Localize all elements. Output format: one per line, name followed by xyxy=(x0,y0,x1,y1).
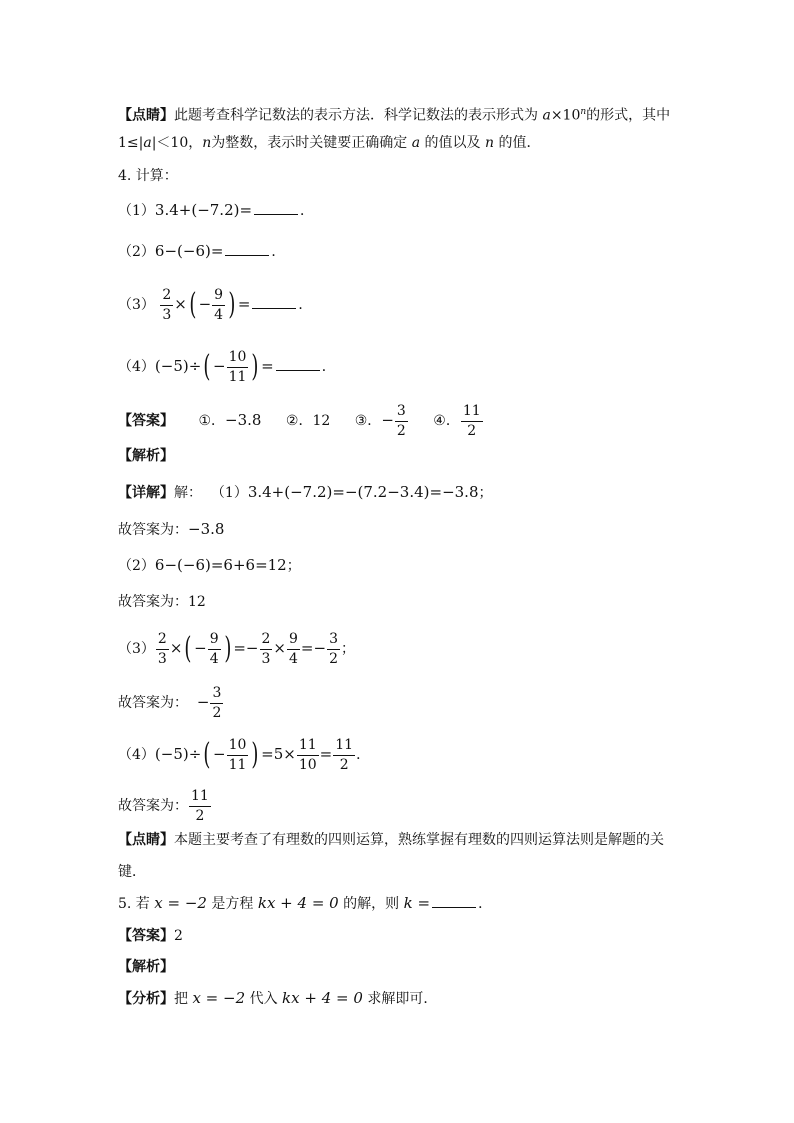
answer-blank[interactable] xyxy=(432,893,476,908)
fraction: $\frac{11}{10}$ xyxy=(298,736,317,773)
answer-blank[interactable] xyxy=(252,294,296,309)
analysis-tag: 【解析】 xyxy=(118,448,174,464)
intro-line-2: 1≤|a|＜10，n为整数，表示时关键要正确确定 a 的值以及 n 的值． xyxy=(118,135,541,151)
fraction: $\frac{9}{4}$ xyxy=(214,286,224,323)
detail-answer-1: 故答案为：−3.8 xyxy=(118,520,225,538)
detail-step-4: （4）(−5)÷( − $\frac{10}{11}$ ) =5× $\frac{11}{10}$ = $\frac{11}{2}$ ． xyxy=(118,736,371,773)
detail-answer-4: 故答案为： $\frac{11}{2}$ xyxy=(118,787,209,824)
remark-tag: 【点睛】 xyxy=(118,832,174,848)
intro-line-1: 【点睛】此题考查科学记数法的表示方法．科学记数法的表示形式为 $a\times 10^n$的形式，其中 xyxy=(118,107,671,124)
detail-answer-2: 故答案为：12 xyxy=(118,594,206,610)
q4-part-2: （2）6−(−6)= ． xyxy=(118,242,286,260)
answer-blank[interactable] xyxy=(225,241,269,256)
fenxi-line: 【分析】把 x = −2 代入 kx + 4 = 0 求解即可． xyxy=(118,989,438,1007)
fraction: $\frac{3}{2}$ xyxy=(329,630,338,667)
answer-tag: 【答案】 xyxy=(118,928,174,944)
fraction: $\frac{2}{3}$ xyxy=(162,286,172,323)
fraction: $\frac{9}{4}$ xyxy=(289,630,298,667)
detail-tag: 【详解】 xyxy=(118,485,174,501)
q4-part-1: （1）3.4+(−7.2)= ． xyxy=(118,201,315,219)
q4-part-3: （3） $\frac{2}{3}$ ×( − $\frac{9}{4}$ ) = ． xyxy=(118,286,313,323)
fraction: $\frac{10}{11}$ xyxy=(228,736,247,773)
detail-step-2: （2）6−(−6)=6+6=12； xyxy=(118,556,301,574)
answer-blank[interactable] xyxy=(254,200,298,215)
fraction: $\frac{11}{2}$ xyxy=(462,402,481,439)
question-4-title: 4. 计算： xyxy=(118,168,178,184)
detail-answer-3: 故答案为： − $\frac{3}{2}$ xyxy=(118,684,222,721)
detail-step-3: （3） $\frac{2}{3}$ ×( − $\frac{9}{4}$ ) =− $\frac{2}{3}$ × $\frac{9}{4}$ =− $\frac{3}{2}$ ； xyxy=(118,630,355,667)
fraction: $\frac{9}{4}$ xyxy=(209,630,219,667)
fraction: $\frac{3}{2}$ xyxy=(396,402,406,439)
fraction: $\frac{11}{2}$ xyxy=(191,787,209,824)
remark-tag: 【点睛】 xyxy=(118,107,174,124)
fraction: $\frac{11}{2}$ xyxy=(335,736,354,773)
answer-tag: 【答案】 xyxy=(118,413,174,429)
answer-4: 【答案】 ①．−3.8 ②．12 ③．− $\frac{3}{2}$ ④． $\frac{11}{2}$ xyxy=(118,402,481,439)
detail-step-1: 【详解】解： （1）3.4+(−7.2)=−(7.2−3.4)=−3.8； xyxy=(118,483,493,501)
remark-line-2: 键． xyxy=(118,864,146,880)
fraction: $\frac{3}{2}$ xyxy=(212,684,222,721)
fraction: $\frac{2}{3}$ xyxy=(261,630,271,667)
q4-part-4: （4）(−5)÷( − $\frac{10}{11}$ ) = ． xyxy=(118,348,336,385)
remark-line-1: 【点睛】本题主要考查了有理数的四则运算，熟练掌握有理数的四则运算法则是解题的关 xyxy=(118,832,664,848)
question-5: 5. 若 x = −2 是方程 kx + 4 = 0 的解，则 k = ． xyxy=(118,894,493,912)
answer-blank[interactable] xyxy=(276,356,320,371)
fraction: $\frac{10}{11}$ xyxy=(228,348,247,385)
fenxi-tag: 【分析】 xyxy=(118,991,174,1007)
answer-5: 【答案】2 xyxy=(118,928,183,944)
analysis-5-tag: 【解析】 xyxy=(118,959,174,975)
fraction: $\frac{2}{3}$ xyxy=(157,630,167,667)
